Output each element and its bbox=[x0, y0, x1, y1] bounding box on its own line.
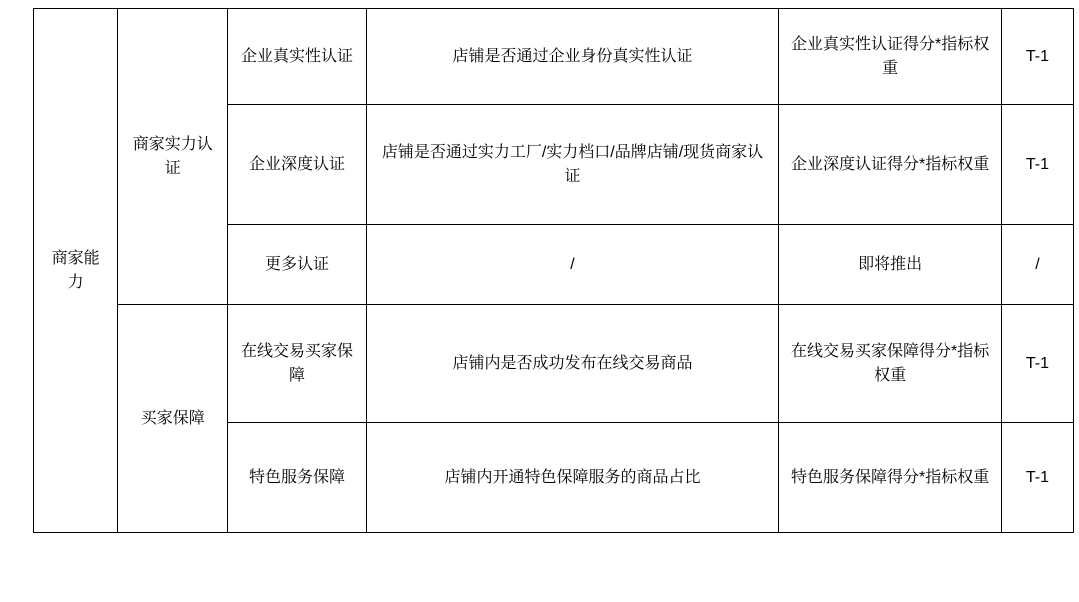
description-cell: 店铺内是否成功发布在线交易商品 bbox=[366, 305, 779, 423]
cycle-cell: / bbox=[1001, 225, 1073, 305]
description-cell: 店铺是否通过实力工厂/实力档口/品牌店铺/现货商家认证 bbox=[366, 105, 779, 225]
item-cell: 企业深度认证 bbox=[228, 105, 366, 225]
calculation-cell: 特色服务保障得分*指标权重 bbox=[779, 423, 1001, 533]
item-cell: 企业真实性认证 bbox=[228, 9, 366, 105]
item-cell: 更多认证 bbox=[228, 225, 366, 305]
metrics-table bbox=[33, 8, 1074, 533]
calculation-cell: 企业深度认证得分*指标权重 bbox=[779, 105, 1001, 225]
group-cell-certification: 商家实力认证 bbox=[118, 9, 228, 305]
table-row bbox=[34, 305, 1074, 423]
cycle-cell: T-1 bbox=[1001, 105, 1073, 225]
document-page bbox=[0, 8, 1079, 602]
calculation-cell: 即将推出 bbox=[779, 225, 1001, 305]
description-cell: 店铺是否通过企业身份真实性认证 bbox=[366, 9, 779, 105]
calculation-cell: 在线交易买家保障得分*指标权重 bbox=[779, 305, 1001, 423]
cycle-cell: T-1 bbox=[1001, 9, 1073, 105]
cycle-cell: T-1 bbox=[1001, 305, 1073, 423]
table-row bbox=[34, 9, 1074, 105]
item-cell: 在线交易买家保障 bbox=[228, 305, 366, 423]
cycle-cell: T-1 bbox=[1001, 423, 1073, 533]
item-cell: 特色服务保障 bbox=[228, 423, 366, 533]
category-cell: 商家能力 bbox=[34, 9, 118, 533]
group-cell-buyer-protection: 买家保障 bbox=[118, 305, 228, 533]
description-cell: 店铺内开通特色保障服务的商品占比 bbox=[366, 423, 779, 533]
calculation-cell: 企业真实性认证得分*指标权重 bbox=[779, 9, 1001, 105]
description-cell: / bbox=[366, 225, 779, 305]
